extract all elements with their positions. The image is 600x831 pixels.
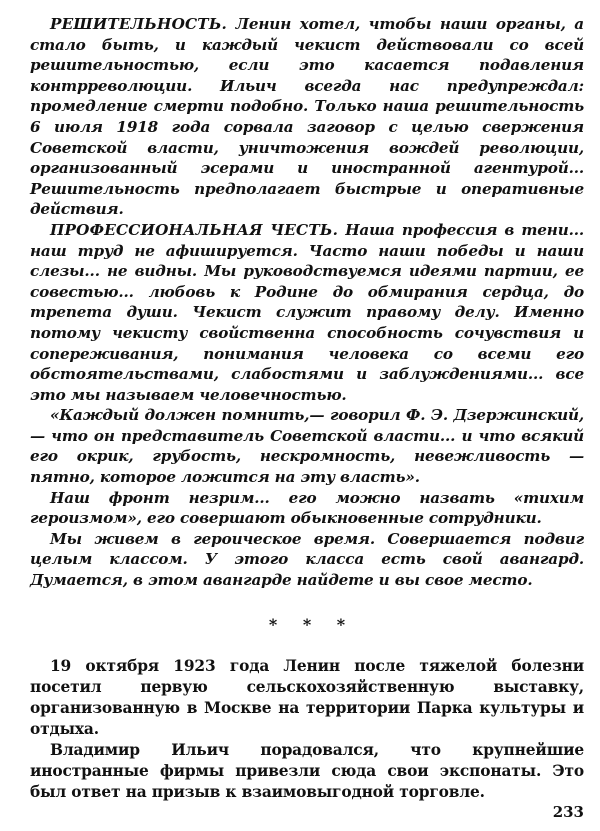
paragraph-dzerzhinsky-quote: [30, 405, 584, 487]
paragraph-exhibition-visit: [30, 656, 584, 740]
paragraph-heading: ПРОФЕССИОНАЛЬНАЯ ЧЕСТЬ.: [50, 220, 339, 239]
page-number: 233: [552, 803, 584, 821]
paragraph-text: Владимир Ильич порадовался, что крупнейшие иностранные фирмы привезли сюда свои экспонаты. Это был ответ на призыв к взаимовыгодной торговле.: [30, 740, 584, 801]
paragraph-foreign-firms: [30, 740, 584, 803]
section-separator: * * *: [268, 614, 356, 634]
paragraph-heroic-time: [30, 529, 584, 591]
paragraph-decisiveness: [30, 14, 584, 220]
paragraph-heading: РЕШИТЕЛЬНОСТЬ.: [50, 15, 228, 33]
paragraph-professional-honor: [30, 220, 584, 405]
paragraph-text: Мы живем в героическое время. Совершается подвиг целым классом. У этого класса есть свой авангард. Думается, в этом авангарде найдете и вы свое место.: [30, 529, 584, 590]
paragraph-text: Наш фронт незрим... его можно назвать «тихим героизмом», его совершают обыкновенные сотрудники.: [30, 488, 584, 528]
paragraph-invisible-front: [30, 488, 584, 529]
paragraph-text: Наша профессия в тени... наш труд не афишируется. Часто наши победы и наши слезы... не видны. Мы руководствуемся идеями партии, ее совестью... любовь к Родине до обмирания сердца, до трепета души. Чекист служит правому делу. Именно потому чекисту свойственна способность сочувствия и сопереживания, понимания человека со всеми его обстоятельствами, слабостями и заблуждениями... все это мы называем человечностью.: [30, 220, 585, 404]
paragraph-text: 19 октября 1923 года Ленин после тяжелой болезни посетил первую сельскохозяйственную выставку, организованную в Москве на территории Парка культуры и отдыха.: [30, 656, 584, 738]
paragraph-text: Ленин хотел, чтобы наши органы, а стало быть, и каждый чекист действовали со всей решительностью, если это касается подавления контрреволюции. Ильич всегда нас предупреждал: промедление смерти подобно. Только наша решительность 6 июля 1918 года сорвала заговор с целью свержения Советской власти, уничтожения вождей революции, организованный эсерами и иностранной агентурой... Решительность предполагает быстрые и оперативные действия.: [30, 15, 584, 219]
page-body: [30, 14, 584, 803]
paragraph-text: «Каждый должен помнить,— говорил Ф. Э. Дзержинский,— что он представитель Советской власти... и что всякий его окрик, грубость, нескромность, невежливость — пятно, которое ложится на эту власть».: [30, 406, 584, 487]
